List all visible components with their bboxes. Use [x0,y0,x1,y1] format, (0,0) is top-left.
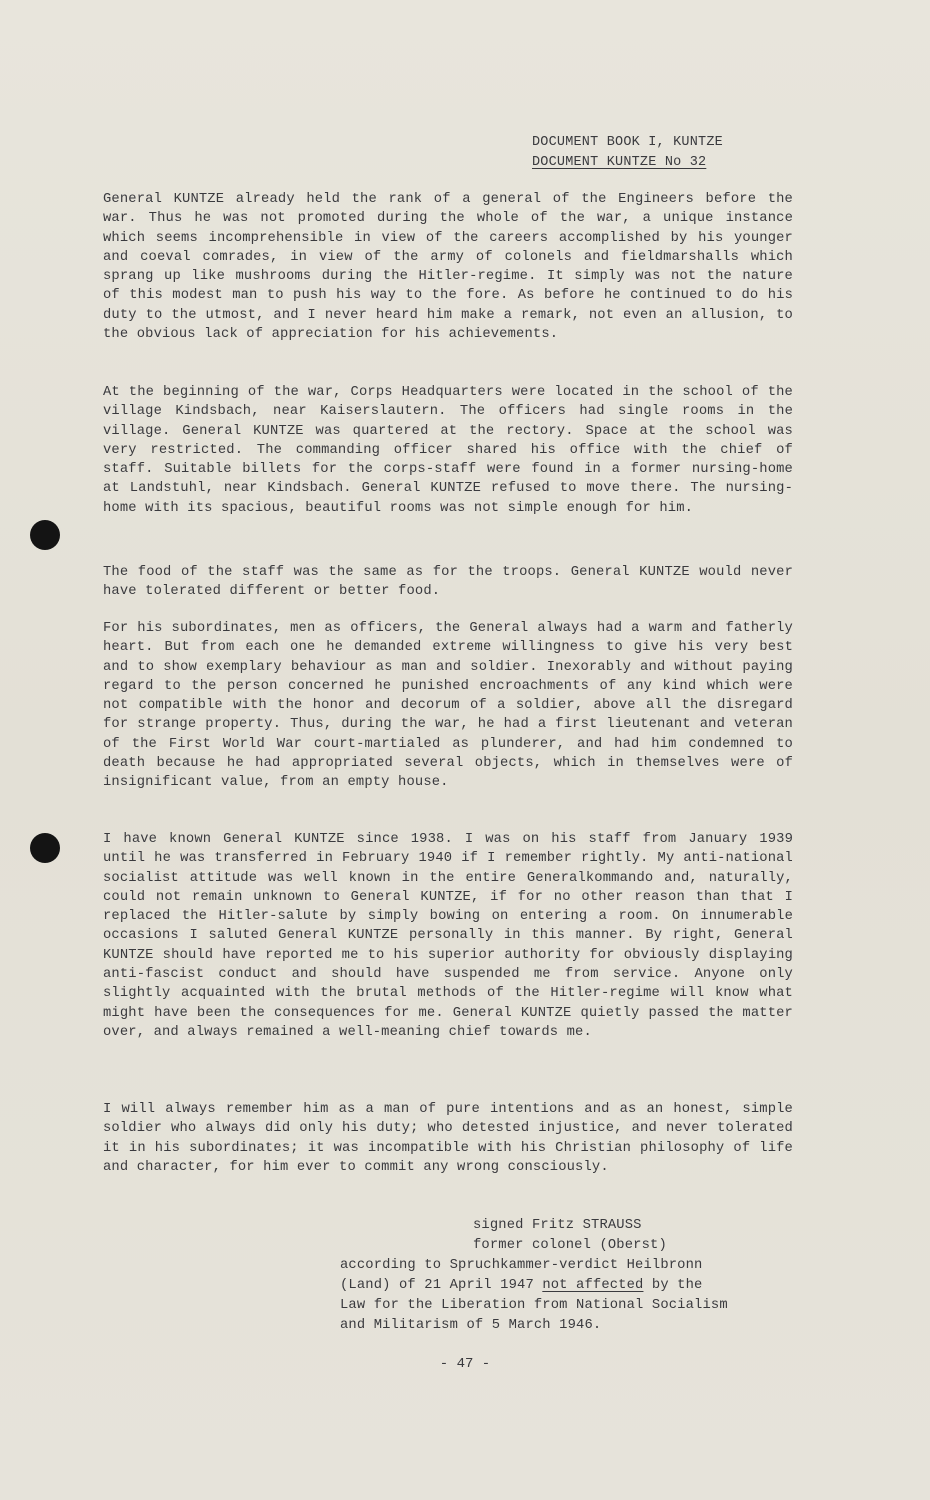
verdict-line-4: and Militarism of 5 March 1946. [340,1318,602,1333]
verdict-line-2 [340,1276,728,1296]
punch-hole [30,520,60,550]
paragraph: I will always remember him as a man of pure intentions and as an honest, simple soldier who always did only his duty; who detested injustice, and never tolerated it in his subordinates; it was incompatible with his Christian philosophy of life and character, for him ever to commit any wrong consciously. [103,1102,793,1175]
paragraph: I have known General KUNTZE since 1938. I was on his staff from January 1939 until he was transferred in February 1940 if I remember rightly. My anti-national socialist attitude was well known in the entire Generalkommando and, naturally, could not remain unknown to General KUNTZE, if for no other reason than that I replaced the Hitler-salute by simply bowing on entering a room. On innumerable occasions I saluted General KUNTZE personally in this manner. By right, General KUNTZE should have reported me to his superior authority for obviously displaying anti-fascist conduct and should have suspended me from service. Anyone only slightly acquainted with the brutal methods of the Hitler-regime will know what might have been the consequences for me. General KUNTZE quietly passed the matter over, and always remained a well-meaning chief towards me. [103,832,793,1040]
document-book-label: DOCUMENT BOOK I, KUNTZE [532,135,723,150]
verdict-line-1: according to Spruchkammer-verdict Heilbronn [340,1258,703,1273]
page-number-text: - 47 - [439,1356,491,1372]
not-affected-text: not affected [542,1278,644,1293]
paragraph: The food of the staff was the same as for the troops. General KUNTZE would never have tolerated different or better food. [103,565,793,600]
verdict-line-3: Law for the Liberation from National Socialism [340,1298,728,1313]
punch-hole [30,833,60,863]
signature-block [340,1216,728,1336]
paragraph: For his subordinates, men as officers, the General always had a warm and fatherly heart. But from each one he demanded extreme willingness to give his very best and to show exemplary behaviour as man and soldier. Inexorably and without paying regard to the person concerned he punished encroachments of any kind which were not compatible with the honor and decorum of a soldier, above all the disregard for strange property. Thus, during the war, he had a first lieutenant and veteran of the First World War court-martialed as plunderer, and had him condemned to death because he had appropriated several objects, which in themselves were of insignificant value, from an empty house. [103,621,793,791]
signer-title: former colonel (Oberst) [473,1238,667,1253]
signed-name: signed Fritz STRAUSS [473,1218,642,1233]
paragraph: General KUNTZE already held the rank of a general of the Engineers before the war. Thus he was not promoted during the whole of the war, a unique instance which seems incomprehensible in view of the careers accomplished by his younger and coeval comrades, in view of the army of colonels and fieldmarshalls which sprang up like mushrooms during the Hitler-regime. It simply was not the nature of this modest man to push his way to the fore. As before he continued to do his duty to the utmost, and I never heard him make a remark, not even an allusion, to the obvious lack of appreciation for his achievements. [103,192,793,343]
page-number [0,1356,930,1372]
document-header [532,133,723,173]
document-number-label: DOCUMENT KUNTZE No 32 [532,155,707,170]
verdict-line-2-start: (Land) of 21 April 1947 [340,1278,543,1293]
verdict-line-2-end: by the [643,1278,703,1293]
paragraph: At the beginning of the war, Corps Headquarters were located in the school of the village Kindsbach, near Kaiserslautern. The officers had single rooms in the village. General KUNTZE was quartered at the rectory. Space at the school was very restricted. The commanding officer shared his office with the chief of staff. Suitable billets for the corps-staff were found in a former nursing-home at Landstuhl, near Kindsbach. General KUNTZE refused to move there. The nursing-home with its spacious, beautiful rooms was not simple enough for him. [103,385,793,516]
